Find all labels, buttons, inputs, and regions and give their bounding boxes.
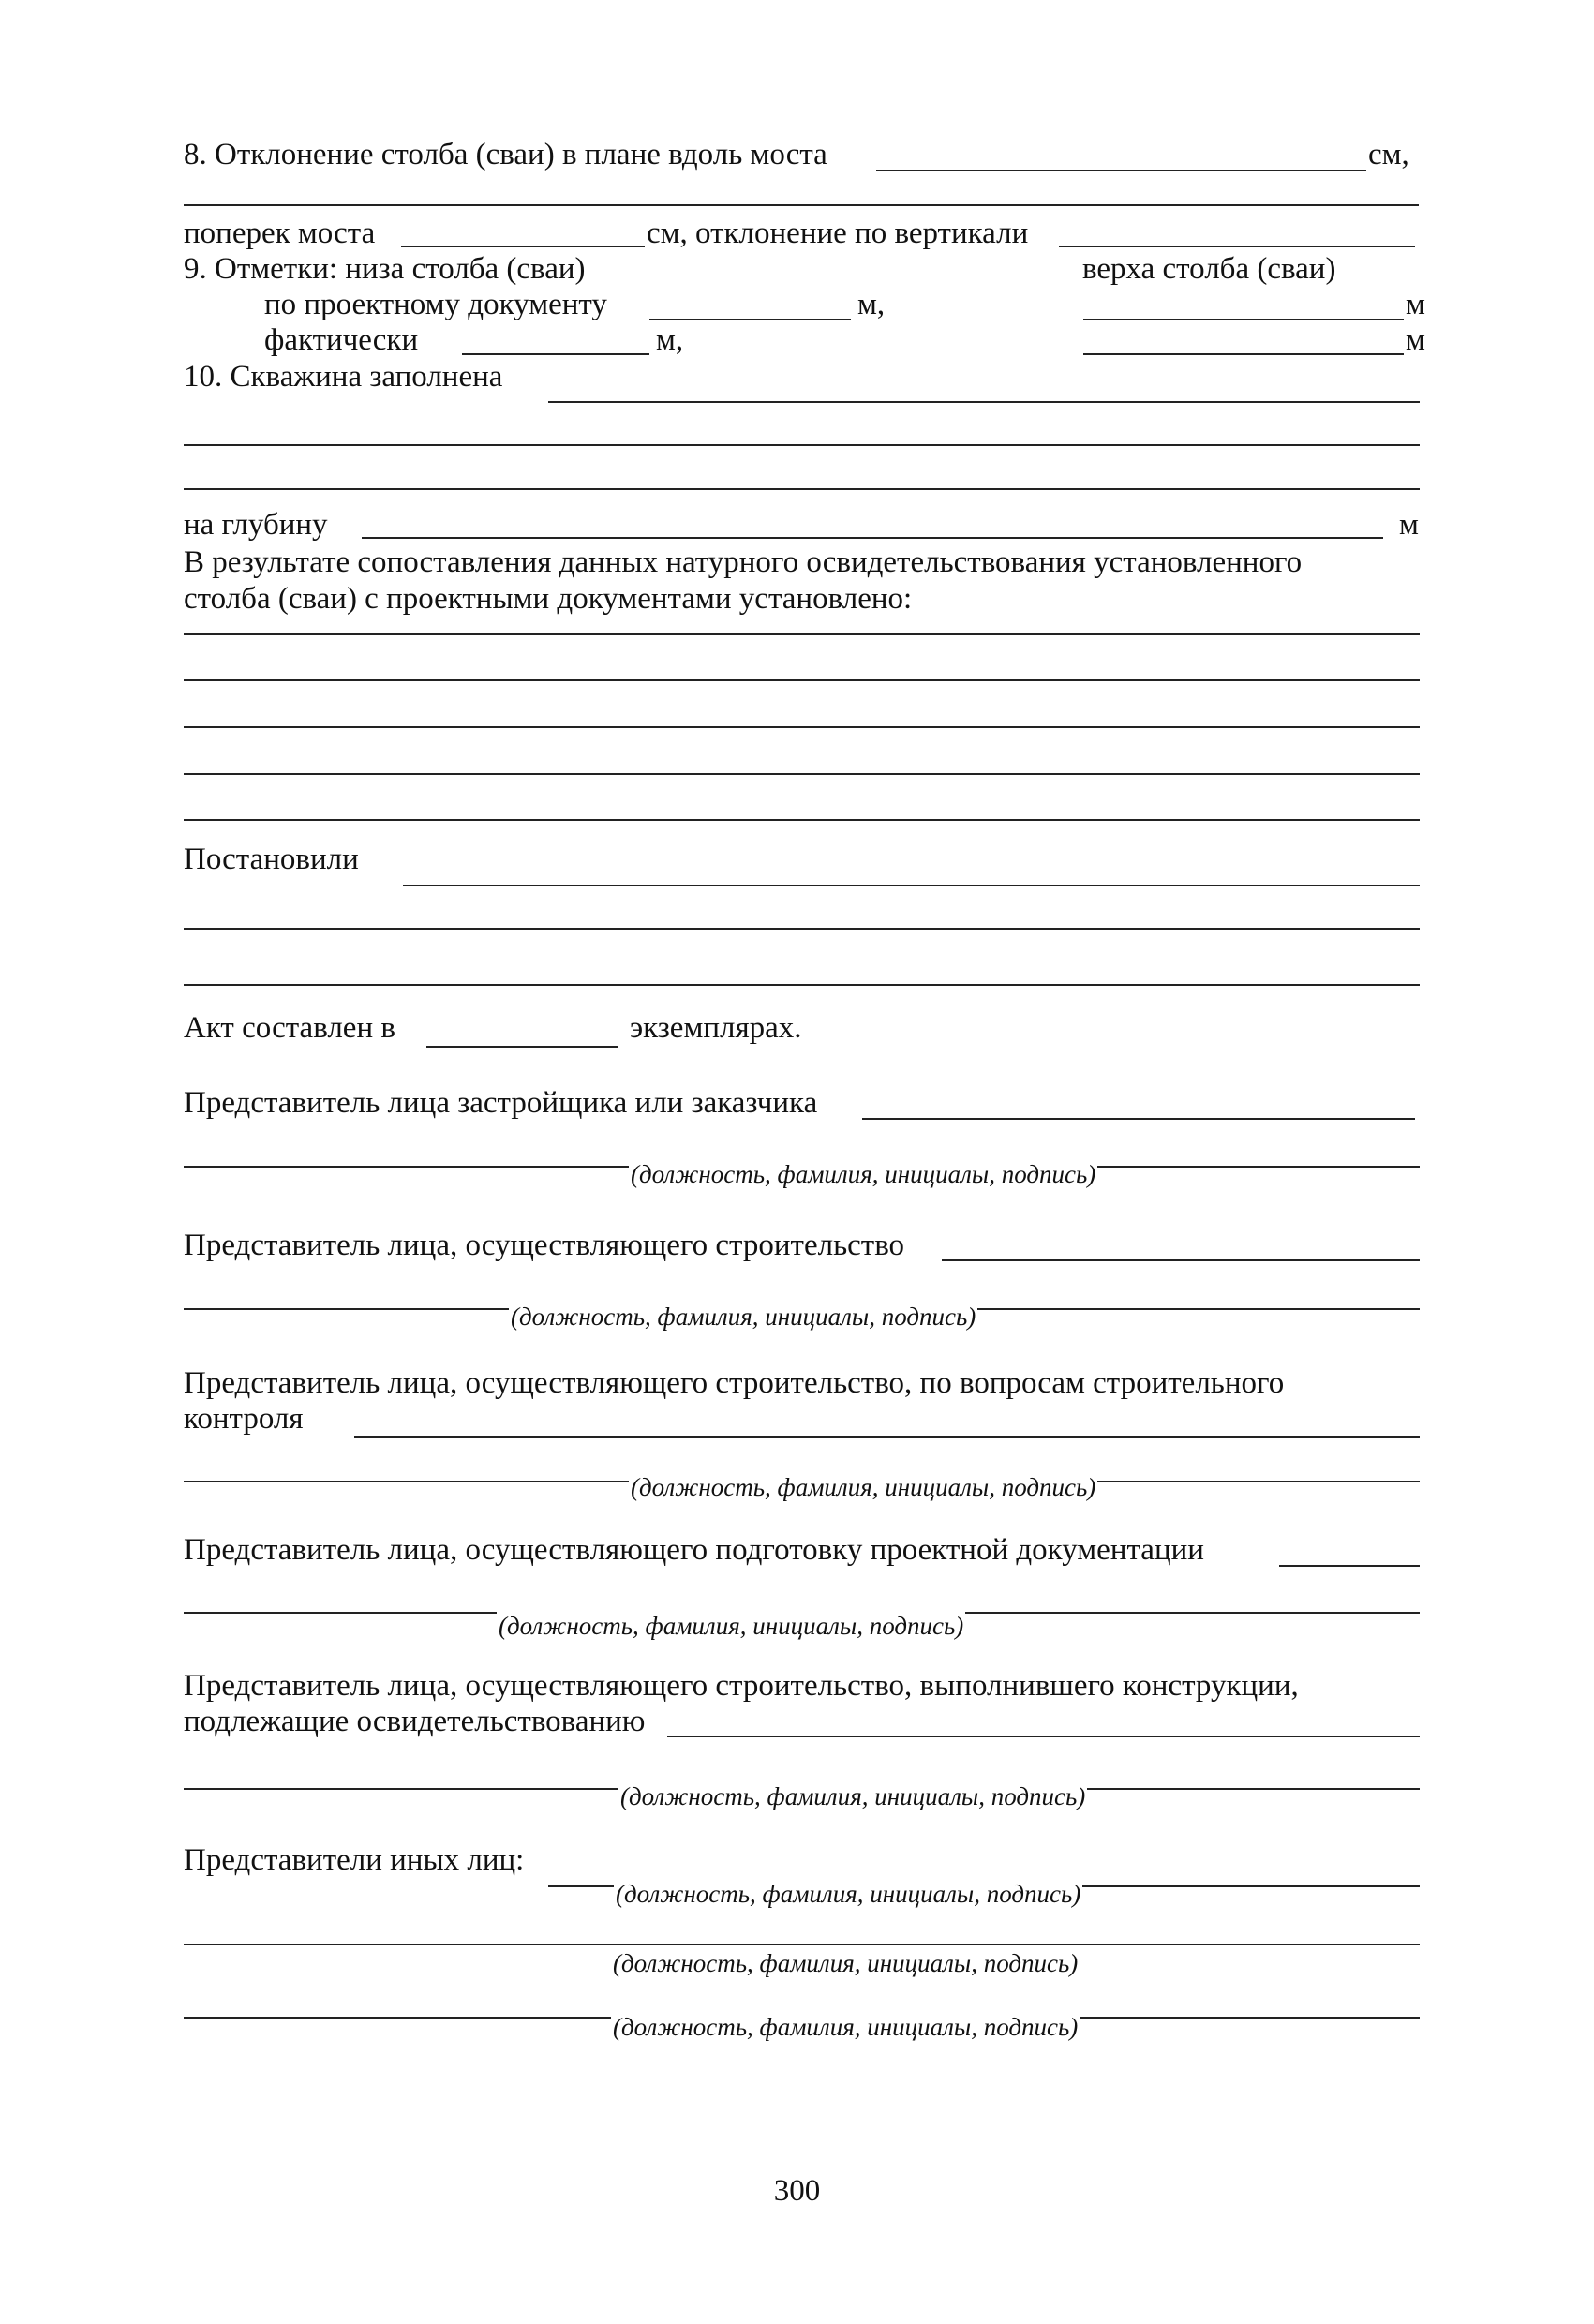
- rep-others-label: Представители иных лиц:: [184, 1843, 525, 1877]
- item9-unit-project: м,: [857, 288, 886, 321]
- item9-project-label: по проектному документу: [264, 288, 607, 321]
- rep-customer-field[interactable]: [862, 1118, 1415, 1120]
- across-label: поперек моста: [184, 216, 376, 250]
- resolved-label: Постановили: [184, 842, 359, 876]
- item8-unit: см,: [1368, 138, 1409, 171]
- rep-control-line2: контроля: [184, 1402, 304, 1436]
- rep-customer-label: Представитель лица застройщика или заказчика: [184, 1086, 818, 1120]
- result-field-5[interactable]: [184, 819, 1420, 821]
- item10-label: 10. Скважина заполнена: [184, 360, 503, 394]
- rep-others-caption-1: (должность, фамилия, инициалы, подпись): [616, 1880, 1081, 1908]
- result-field-3[interactable]: [184, 726, 1420, 728]
- rep-control-field[interactable]: [354, 1436, 1420, 1438]
- rep-executor-line1: Представитель лица, осуществляющего строительство, выполнившего конструкции,: [184, 1669, 1299, 1703]
- depth-field[interactable]: [362, 537, 1383, 539]
- rep-others-field-2[interactable]: [184, 1944, 1420, 1945]
- rep-control-line1: Представитель лица, осуществляющего строительство, по вопросам строительного: [184, 1366, 1285, 1400]
- copies-label-after: экземплярах.: [630, 1011, 802, 1045]
- bottom-actual-field[interactable]: [462, 353, 649, 355]
- item8-line[interactable]: [184, 204, 1419, 206]
- rep-executor-field[interactable]: [667, 1736, 1420, 1737]
- page-number: 300: [773, 2174, 821, 2208]
- rep-executor-caption: (должность, фамилия, инициалы, подпись): [620, 1782, 1086, 1810]
- item9-actual-label: фактически: [264, 323, 419, 357]
- resolved-field-2[interactable]: [184, 928, 1420, 930]
- item9-top-label: верха столба (сваи): [1082, 252, 1336, 286]
- result-field-4[interactable]: [184, 773, 1420, 775]
- result-line2: столба (сваи) с проектными документами установлено:: [184, 582, 913, 616]
- result-line1: В результате сопоставления данных натурного освидетельствования установленного: [184, 545, 1303, 579]
- rep-design-caption: (должность, фамилия, инициалы, подпись): [499, 1612, 964, 1640]
- across-mid-label: см, отклонение по вертикали: [647, 216, 1029, 250]
- across-field[interactable]: [401, 246, 645, 247]
- rep-builder-caption: (должность, фамилия, инициалы, подпись): [511, 1303, 976, 1331]
- item10-field[interactable]: [548, 401, 1420, 403]
- copies-count-field[interactable]: [426, 1046, 618, 1048]
- copies-label-before: Акт составлен в: [184, 1011, 395, 1045]
- rep-design-label: Представитель лица, осуществляющего подготовку проектной документации: [184, 1533, 1204, 1567]
- rep-others-caption-3: (должность, фамилия, инициалы, подпись): [613, 2013, 1079, 2041]
- resolved-field-1[interactable]: [403, 885, 1420, 886]
- rep-executor-line2: подлежащие освидетельствованию: [184, 1705, 646, 1738]
- item9-unit-top-actual: м: [1406, 323, 1425, 357]
- rep-customer-caption: (должность, фамилия, инициалы, подпись): [631, 1160, 1096, 1188]
- depth-unit: м: [1399, 508, 1419, 542]
- rep-builder-field[interactable]: [942, 1259, 1420, 1261]
- item9-unit-top-project: м: [1406, 288, 1425, 321]
- item8-label: 8. Отклонение столба (сваи) в плане вдоль моста: [184, 138, 827, 171]
- result-field-1[interactable]: [184, 633, 1420, 635]
- rep-design-field[interactable]: [1279, 1565, 1420, 1567]
- item8-along-field[interactable]: [876, 170, 1366, 171]
- bottom-project-field[interactable]: [649, 319, 851, 320]
- top-project-field[interactable]: [1083, 319, 1404, 320]
- item10-line-3[interactable]: [184, 488, 1420, 490]
- vertical-deviation-field[interactable]: [1059, 246, 1415, 247]
- rep-others-caption-2: (должность, фамилия, инициалы, подпись): [613, 1949, 1079, 1977]
- result-field-2[interactable]: [184, 679, 1420, 681]
- top-actual-field[interactable]: [1083, 353, 1404, 355]
- rep-control-caption: (должность, фамилия, инициалы, подпись): [631, 1473, 1096, 1501]
- item9-unit-actual: м,: [656, 323, 684, 357]
- item10-line-2[interactable]: [184, 444, 1420, 446]
- resolved-field-3[interactable]: [184, 984, 1420, 986]
- item9-label: 9. Отметки: низа столба (сваи): [184, 252, 586, 286]
- rep-builder-label: Представитель лица, осуществляющего строительство: [184, 1229, 905, 1262]
- depth-label: на глубину: [184, 508, 328, 542]
